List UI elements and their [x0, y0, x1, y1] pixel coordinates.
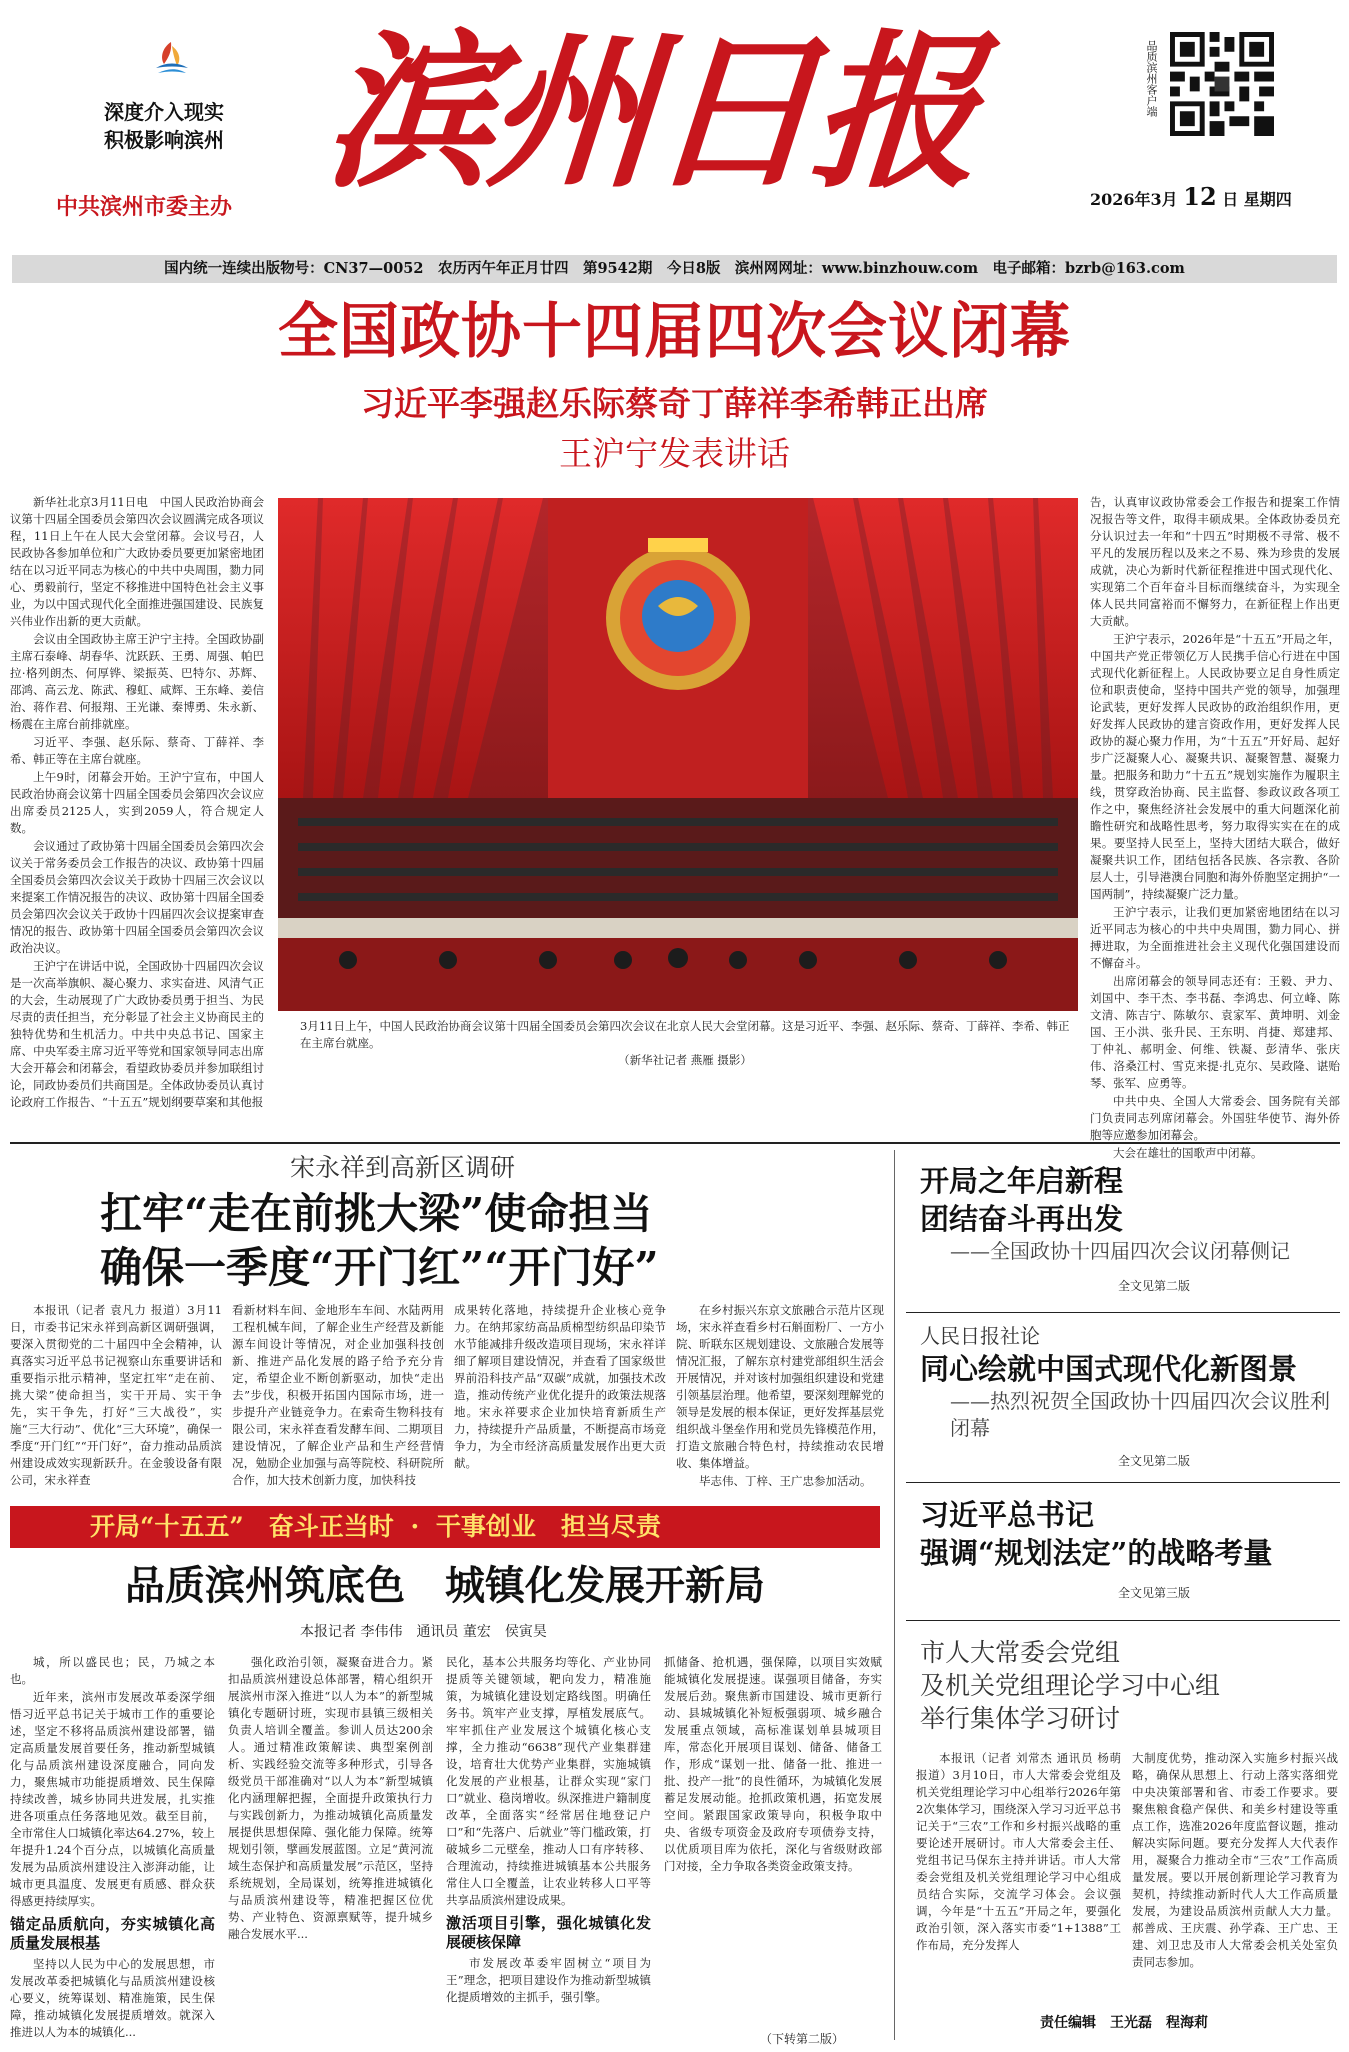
- story2-title-1: 扛牢“走在前挑大梁”使命担当: [100, 1189, 653, 1238]
- lead-subhead-2: 王沪宁发表讲话: [559, 434, 790, 473]
- date-day: 12: [1183, 182, 1217, 211]
- divider-lead: [10, 1142, 1340, 1144]
- sidebar-1-ref: 全文见第二版: [1117, 1279, 1190, 1293]
- banner-right: 干事创业 担当尽责: [435, 1512, 661, 1541]
- story2-col-2: 看新材料车间、金地形车车间、水陆两用工程机械车间，了解企业生产经营及新能源车间设计等情况，对企业加强科技创新、推进产品化发展的路子给予充分肯定，希望企业不断创新驱动，加快“走出去”步伐，积极开拓国内国际市场，进一步提升产业链竞争力。在索奇生物科技有限公司，宋永祥查看发酵车间、二期项目建设情况，了解企业产品和生产经营情况，勉励企业加强与高等院校、科研院所合作，加大技术创新力度，加快科技: [232, 1303, 444, 1487]
- date-weekday: 日 星期四: [1222, 190, 1292, 209]
- story3-col-3: 民化，基本公共服务均等化、产业协同提质等关键领域，靶向发力，精准施策，为城镇化建设划定路线图。明确任务书。筑牢产业支撑，厚植发展底气。牢牢抓住产业发展这个城镇化核心支撑，全力推动“6638”现代产业集群建设，培育壮大优势产业集群，实施城镇化发展的产业根基，让群众实现“家门口”就业、稳岗增收。纵深推进户籍制度改革，全面落实“经常居住地登记户口”和“先落户、后就业”等门槛政策，打破城乡二元壁垒，推动人口有序转移、合理流动，持续推进城镇基本公共服务常住人口全覆盖，让农业转移人口平等共享品质滨州建设成果。 激活项目引擎，强化城镇化发展硬核保障 市发展改革委牢固树立“项目为王”理念，把项目建设作为推动新型城镇化提质增效的主抓手，强引擎。: [446, 1655, 651, 2004]
- lead-photo: [278, 498, 1078, 1011]
- lead-column-3: 告，认真审议政协常委会工作报告和提案工作情况报告等文件，取得丰硕成果。全体政协委员充分认识过去一年和“十四五”时期极不寻常、极不平凡的发展历程以及来之不易、殊为珍贵的发展成就，决心为新时代新征程推进中国式现代化、实现第二个百年奋斗目标而继续奋斗，为实现全体人民共同富裕而不懈努力，在新征程上作出更大贡献。 王沪宁表示，2026年是“十五五”开局之年，中国共产党正带领亿万人民携手信心行进在中国式现代化新征程上。人民政协要立足自身性质定位和职责使命，坚持中国共产党的领导，加强理论武装，更好发挥人民政协的政治组织作用，更好发挥人民政协的建言资政作用，更好发挥人民政协的凝心聚力作用，为“十五五”开好局、起好步广泛凝聚人心、凝聚共识、凝聚智慧、凝聚力量。把服务和助力“十五五”规划实施作为履职主线，贯穿政治协商、民主监督、参政议政各项工作之中，聚焦经济社会发展中的重大问题深化前瞻性研究和战略性思考，努力取得实实在在的成果。要坚持人民至上，坚持大团结大联合，做好凝聚共识工作，团结包括各民族、各宗教、各阶层人士，引导港澳台同胞和海外侨胞坚定拥护“一国两制”，持续凝聚广泛力量。 王沪宁表示，让我们更加紧密地团结在以习近平同志为核心的中共中央周围，勠力同心、拼搏进取，为全面推进社会主义现代化强国建设而不懈奋斗。 出席闭幕会的领导同志还有：王毅、尹力、刘国中、李干杰、李书磊、李鸿忠、何立峰、陈文清、陈吉宁、陈敏尔、袁家军、黄坤明、刘金国、王小洪、张升民、王东明、肖捷、郑建邦、丁仲礼、郝明金、何维、铁凝、彭清华、张庆伟、洛桑江村、雪克来提·扎克尔、吴政隆、谌贻琴、张军、应勇等。 中共中央、全国人大常委会、国务院有关部门负责同志列席闭幕会。外国驻华使节、海外侨胞等应邀参加闭幕会。 大会在雄壮的国歌声中闭幕。: [1090, 495, 1340, 1160]
- sidebar-1-title-2: 团结奋斗再出发: [920, 1202, 1124, 1236]
- sidebar-rule-2: [906, 1482, 1340, 1483]
- sidebar-1-title-1: 开局之年启新程: [920, 1164, 1124, 1198]
- banner-left: 开局“十五五” 奋斗正当时: [90, 1512, 394, 1541]
- sidebar-4-col-b: 大制度优势，推动深入实施乡村振兴战略，确保从思想上、行动上落实落细党中央决策部署和省、市委工作要求。要聚焦粮食稳产保供、和美乡村建设等重点工作，选准2026年度监督议题，推动解决实际问题。要充分发挥人大代表作用，凝聚合力推动全市“三农”工作高质量发展。要以开展创新理论学习教育为契机，持续推动新时代人大工作高质量发展，为建设品质滨州贡献人大力量。郝善成、王庆震、孙学森、王广忠、王建、刘卫忠及市人大常委会机关处室负责同志参加。: [1132, 1751, 1338, 1969]
- story3-col-1: 城，所以盛民也；民，乃城之本也。 近年来，滨州市发展改革委深学细悟习近平总书记关于城市工作的重要论述，坚定不移将品质滨州建设部署，锚定高质量发展首要任务，推动新型城镇化与品质滨州建设深度融合，同向发力，聚焦城市功能提质增效、民生保障持续改善，城乡协同共进发展，扎实推进各项重点任务落地见效。截至目前，全市常住人口城镇化率达64.27%，较上年提升1.24个百分点，以城镇化高质量发展为品质滨州建设注入澎湃动能，让城市更具温度、发展更有质感、群众获得感更持续厚实。 锚定品质航向，夯实城镇化高质量发展根基 坚持以人民为中心的发展思想，市发展改革委把城镇化与品质滨州建设核心要义，统筹谋划、精准施策，民生保障，推动城镇化发展提质增效。就深入推进以人为本的城镇化...: [10, 1655, 215, 2039]
- organizer-label: 中共滨州市委主办: [56, 194, 233, 220]
- story3-col-4: 抓储备、抢机遇，强保障，以项目实效赋能城镇化发展提速。谋强项目储备，夯实发展后劲。聚焦新市国建设、城市更新行动、县城城镇化补短板强弱项、城乡融合发展重点领域，高标准谋划单县城项目库，常态化开展项目谋划、储备、储备工作，形成“谋划一批、储备一批、推进一批、投产一批”的良性循环，为城镇化发展蓄足发展动能。抢抓政策机遇，拓宽发展空间。紧跟国家政策导向，积极争取中央、省级专项资金及政府专项债券支持，以优质项目库为依托，深化与省级财政部门对接，全力争取各类资金政策支持。: [664, 1655, 882, 1873]
- sidebar-2-kicker: 人民日报社论: [920, 1324, 1040, 1348]
- conference-hall-image: [278, 498, 1078, 1011]
- sidebar-3-ref: 全文见第三版: [1117, 1586, 1190, 1600]
- date-month: 2026年3月: [1090, 190, 1178, 209]
- photo-credit: （新华社记者 燕雁 摄影）: [618, 1053, 752, 1067]
- lead-subhead: 习近平李强赵乐际蔡奇丁薛祥李希韩正出席: [361, 384, 988, 423]
- story2-col-1: 本报讯（记者 袁凡力 报道）3月11日，市委书记宋永祥到高新区调研强调，要深入贯彻党的二十届四中全会精神，认真落实习近平总书记视察山东重要讲话和重要指示批示精神，坚定扛牢“走在前、挑大梁”使命担当，实干开局、实干争先，实干争先，打好“三大战役”，实施“三大行动”、优化“三大环境”，确保一季度“开门红”“开门好”，奋力推动品质滨州建设成效实现新跃升。在金骏设备有限公司，宋永祥查: [10, 1303, 222, 1487]
- sidebar-rule-3: [906, 1620, 1340, 1621]
- story3-title: 品质滨州筑底色 城镇化发展开新局: [125, 1562, 765, 1609]
- issue-bar: 国内统一连续出版物号：CN37—0052 农历丙午年正月廿四 第9542期 今日8版 滨州网网址：www.binzhouw.com 电子邮箱：bzrb@163.com: [12, 255, 1337, 283]
- editors-credit: 责任编辑 王光磊 程海莉: [1040, 2015, 1208, 2031]
- sidebar-3-title-1: 习近平总书记: [920, 1498, 1095, 1532]
- masthead: [0, 0, 1349, 277]
- story3-col-2: 强化政治引领，凝聚奋进合力。紧扣品质滨州建设总体部署，精心组织开展滨州市深入推进“以人为本”的新型城镇化专题研讨班，实现市县镇三级相关负责人培训全覆盖。参训人员达200余人。通过精准政策解读、典型案例剖析、实践经验交流等多种形式，引导各级党员干部准确对“以人为本”新型城镇化内涵理解把握，全面提升政策执行力与实践创新力，为推动城镇化高质量发展提供思想保障、强化能力保障。统筹规划引领，擘画发展蓝图。立足“黄河流域生态保护和高质量发展”示范区，坚持系统规划，全局谋划，统筹推进城镇化与品质滨州建设等，精准把握区位优势、产业特色、资源禀赋等，提升城乡融合发展水平...: [228, 1655, 433, 1941]
- sidebar-2-sub: ——热烈祝贺全国政协十四届四次会议胜利闭幕: [950, 1389, 1330, 1440]
- sidebar-item-2: [920, 1322, 1340, 1469]
- paper-title: 滨州日报: [319, 13, 981, 211]
- photo-caption: 3月11日上午，中国人民政治协商会议第十四届全国委员会第四次会议在北京人民大会堂闭幕。这是习近平、李强、赵乐际、蔡奇、丁薛祥、李希、韩正在主席台就座。 （新华社记者 燕雁 摄影）: [300, 1019, 1070, 1067]
- qr-code-icon: [1170, 32, 1274, 136]
- banner-dot: ·: [410, 1512, 420, 1541]
- sidebar-item-3: [920, 1496, 1340, 1601]
- story2-col-4: 在乡村振兴东京文旅融合示范片区现场，宋永祥查看乡村石斛面粉厂、一方小院、昕联东区规划建设、文旅融合发展等情况汇报，了解东京村建党部组织生活会开展情况，并对该村加强组织建设和党建引领基层治理。他希望，要深刻理解党的领导是发展的根本保证，更好发挥基层党组织战斗堡垒作用和党员先锋模范作用，打造文旅融合特色村，持续推动农民增收、集体增益。 毕志伟、丁梓、王广忠参加活动。: [676, 1303, 884, 1488]
- slogan-line-1: 深度介入现实: [104, 100, 224, 124]
- sidebar-2-ref: 全文见第二版: [1117, 1454, 1190, 1468]
- sidebar-4-title-1: 市人大常委会党组: [920, 1638, 1121, 1667]
- sidebar-2-title: 同心绘就中国式现代化新图景: [920, 1352, 1298, 1386]
- sidebar-3-title-2: 强调“规划法定”的战略考量: [920, 1536, 1273, 1570]
- story2-kicker: 宋永祥到高新区调研: [290, 1153, 516, 1182]
- qr-caption: 品质滨州客户端: [1145, 40, 1158, 117]
- story3-subhead-3: 激活项目引擎，强化城镇化发展硬核保障: [446, 1914, 651, 1951]
- paper-logo-icon: [150, 38, 192, 80]
- sidebar-rule-1: [906, 1312, 1340, 1313]
- sidebar-item-4: [920, 1636, 1340, 1735]
- issue-date: [1090, 182, 1292, 211]
- story3-continued: （下转第二版）: [760, 2032, 845, 2046]
- story3-byline: 本报记者 李伟伟 通讯员 董宏 侯寅昊: [300, 1624, 547, 1640]
- slogan-line-2: 积极影响滨州: [104, 128, 224, 152]
- lead-column-1: 新华社北京3月11日电 中国人民政治协商会议第十四届全国委员会第四次会议圆满完成各项议程，11日上午在人民大会堂闭幕。会议号召，人民政协各参加单位和广大政协委员要更加紧密地团结在以习近平同志为核心的中共中央周围，勠力同心、勇毅前行，坚定不移推进中国特色社会主义事业，为以中国式现代化全面推进强国建设、民族复兴伟业作出新的更大贡献。 会议由全国政协主席王沪宁主持。全国政协副主席石泰峰、胡春华、沈跃跃、王勇、周强、帕巴拉·格列朗杰、何厚铧、梁振英、巴特尔、苏辉、邵鸿、高云龙、陈武、穆虹、咸辉、王东峰、姜信治、蒋作君、何报翔、王光谦、秦博勇、朱永新、杨震在主席台前排就座。 习近平、李强、赵乐际、蔡奇、丁薛祥、李希、韩正等在主席台就座。 上午9时，闭幕会开始。王沪宁宣布，中国人民政治协商会议第十四届全国委员会第四次会议应出席委员2125人，实到2059人，符合规定人数。 会议通过了政协第十四届全国委员会第四次会议关于常务委员会工作报告的决议、政协第十四届全国委员会第四次会议关于政协十四届三次会议以来提案工作情况报告的决议、政协第十四届全国委员会第四次会议关于政协十四届四次会议提案审查情况的报告、政协第十四届全国委员会第四次会议政治决议。 王沪宁在讲话中说，全国政协十四届四次会议是一次高举旗帜、凝心聚力、求实奋进、风清气正的大会，生动展现了广大政协委员勇于担当、为民尽责的责任担当，充分彰显了社会主义协商民主的独特优势和生机活力。中共中央总书记、国家主席、中央军委主席习近平等党和国家领导同志出席大会开幕会和闭幕会，看望政协委员并参加联组讨论，同政协委员们共商国是。全体政协委员认真讨论政府工作报告、“十五五”规划纲要草案和其他报: [10, 495, 264, 1109]
- sidebar-divider: [894, 1150, 895, 2040]
- sidebar-4-col-a: 本报讯（记者 刘常杰 通讯员 杨萌 报道）3月10日，市人大常委会党组及机关党组理论学习中心组举行2026年第2次集体学习，围绕深入学习习近平总书记关于“三农”工作和乡村振兴战略的重要论述开展研讨。市人大常委会主任、党组书记马保东主持并讲话。市人大常委会党组及机关党组理论学习中心组成员结合实际，交流学习体会。会议强调，今年是“十五五”开局之年，要强化政治引领，深入落实市委“1+1388”工作布局，充分发挥人: [916, 1751, 1121, 1952]
- story2-col-3: 成果转化落地，持续提升企业核心竞争力。在纳邦家纺高品质棉型纺织品印染节水节能减排升级改造项目现场，宋永祥详细了解项目建设情况，并查看了国家级世界前沿科技产品“双碳”成就，加强技术改造，推动传统产业优化提升的政策法规落地。宋永祥要求企业加快培育新质生产力，持续提升产品质量，不断提高市场竞争力，为全市经济高质量发展作出更大贡献。: [454, 1303, 666, 1470]
- story2-title-2: 确保一季度“开门红”“开门好”: [100, 1243, 659, 1292]
- story3-subhead-1: 锚定品质航向，夯实城镇化高质量发展根基: [10, 1915, 215, 1952]
- sidebar-1-sub: ——全国政协十四届四次会议闭幕侧记: [950, 1239, 1290, 1263]
- sidebar-4-title-2: 及机关党组理论学习中心组: [920, 1671, 1221, 1700]
- sidebar-item-1: [920, 1162, 1340, 1294]
- lead-headline: 全国政协十四届四次会议闭幕: [278, 297, 1071, 367]
- sidebar-4-title-3: 举行集体学习研讨: [920, 1704, 1121, 1733]
- theme-banner: [10, 1506, 880, 1548]
